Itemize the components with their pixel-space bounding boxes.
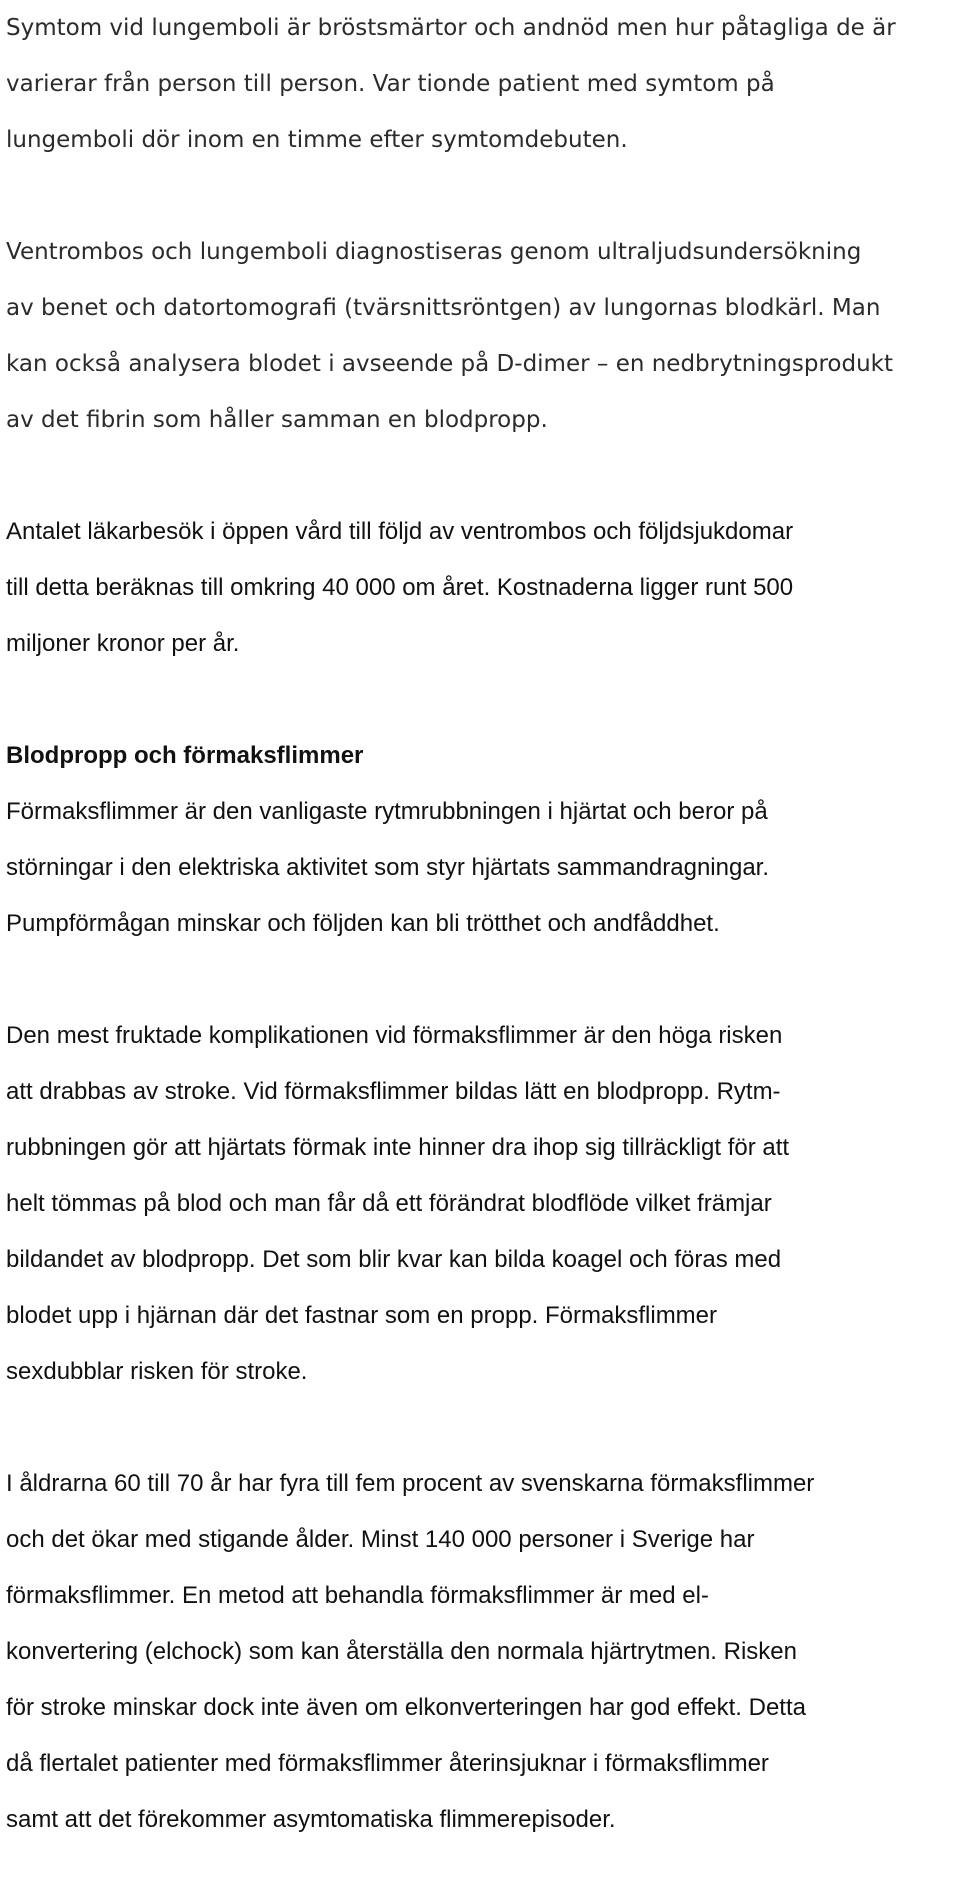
text-line: av det fibrin som håller samman en blodpropp. (6, 407, 548, 433)
text-line: Pumpförmågan minskar och följden kan bli trötthet och andfåddhet. (6, 910, 720, 937)
text-line: för stroke minskar dock inte även om elkonverteringen har god effekt. Detta (6, 1694, 806, 1721)
section-heading: Blodpropp och förmaksflimmer (6, 742, 364, 769)
text-line: att drabbas av stroke. Vid förmaksflimmer bildas lätt en blodpropp. Rytm- (6, 1078, 781, 1105)
text-line: Antalet läkarbesök i öppen vård till följd av ventrombos och följdsjukdomar (6, 518, 794, 545)
paragraph-af-stroke-risk (6, 1008, 956, 1400)
text-line: konvertering (elchock) som kan återställa den normala hjärtrytmen. Risken (6, 1638, 798, 1665)
text-line: miljoner kronor per år. (6, 630, 240, 657)
text-line: till detta beräknas till omkring 40 000 om året. Kostnaderna ligger runt 500 (6, 574, 794, 601)
text-line: Förmaksflimmer är den vanligaste rytmrubbningen i hjärtat och beror på (6, 798, 768, 825)
text-line: Ventrombos och lungemboli diagnostiseras genom ultraljudsundersökning (6, 239, 862, 265)
text-line: samt att det förekommer asymtomatiska flimmerepisoder. (6, 1806, 616, 1833)
text-line: Symtom vid lungemboli är bröstsmärtor och andnöd men hur påtagliga de är (6, 15, 896, 41)
text-line: störningar i den elektriska aktivitet som styr hjärtats sammandragningar. (6, 854, 769, 881)
text-line: bildandet av blodpropp. Det som blir kvar kan bilda koagel och föras med (6, 1246, 782, 1273)
section-atrial-fibrillation (6, 728, 956, 1848)
text-line: blodet upp i hjärnan där det fastnar som en propp. Förmaksflimmer (6, 1302, 718, 1329)
text-line: rubbningen gör att hjärtats förmak inte hinner dra ihop sig tillräckligt för att (6, 1134, 790, 1161)
paragraph-diagnosis (6, 224, 956, 448)
document-page (6, 0, 956, 1904)
paragraph-symptoms (6, 0, 956, 168)
text-line: då flertalet patienter med förmaksflimmer återinsjuknar i förmaksflimmer (6, 1750, 769, 1777)
text-line: I åldrarna 60 till 70 år har fyra till fem procent av svenskarna förmaksflimmer (6, 1470, 815, 1497)
paragraph-costs (6, 504, 956, 672)
text-line: kan också analysera blodet i avseende på D-dimer – en nedbrytningsprodukt (6, 351, 894, 377)
text-line: sexdubblar risken för stroke. (6, 1358, 308, 1385)
text-line: helt tömmas på blod och man får då ett förändrat blodflöde vilket främjar (6, 1190, 772, 1217)
text-line: Den mest fruktade komplikationen vid förmaksflimmer är den höga risken (6, 1022, 783, 1049)
paragraph-af-definition (6, 784, 956, 952)
text-line: förmaksflimmer. En metod att behandla förmaksflimmer är med el- (6, 1582, 709, 1609)
text-line: lungemboli dör inom en timme efter symtomdebuten. (6, 127, 628, 153)
paragraph-af-prevalence (6, 1456, 956, 1848)
text-line: och det ökar med stigande ålder. Minst 140 000 personer i Sverige har (6, 1526, 755, 1553)
text-line: av benet och datortomografi (tvärsnittsröntgen) av lungornas blodkärl. Man (6, 295, 881, 321)
text-line: varierar från person till person. Var tionde patient med symtom på (6, 71, 775, 97)
